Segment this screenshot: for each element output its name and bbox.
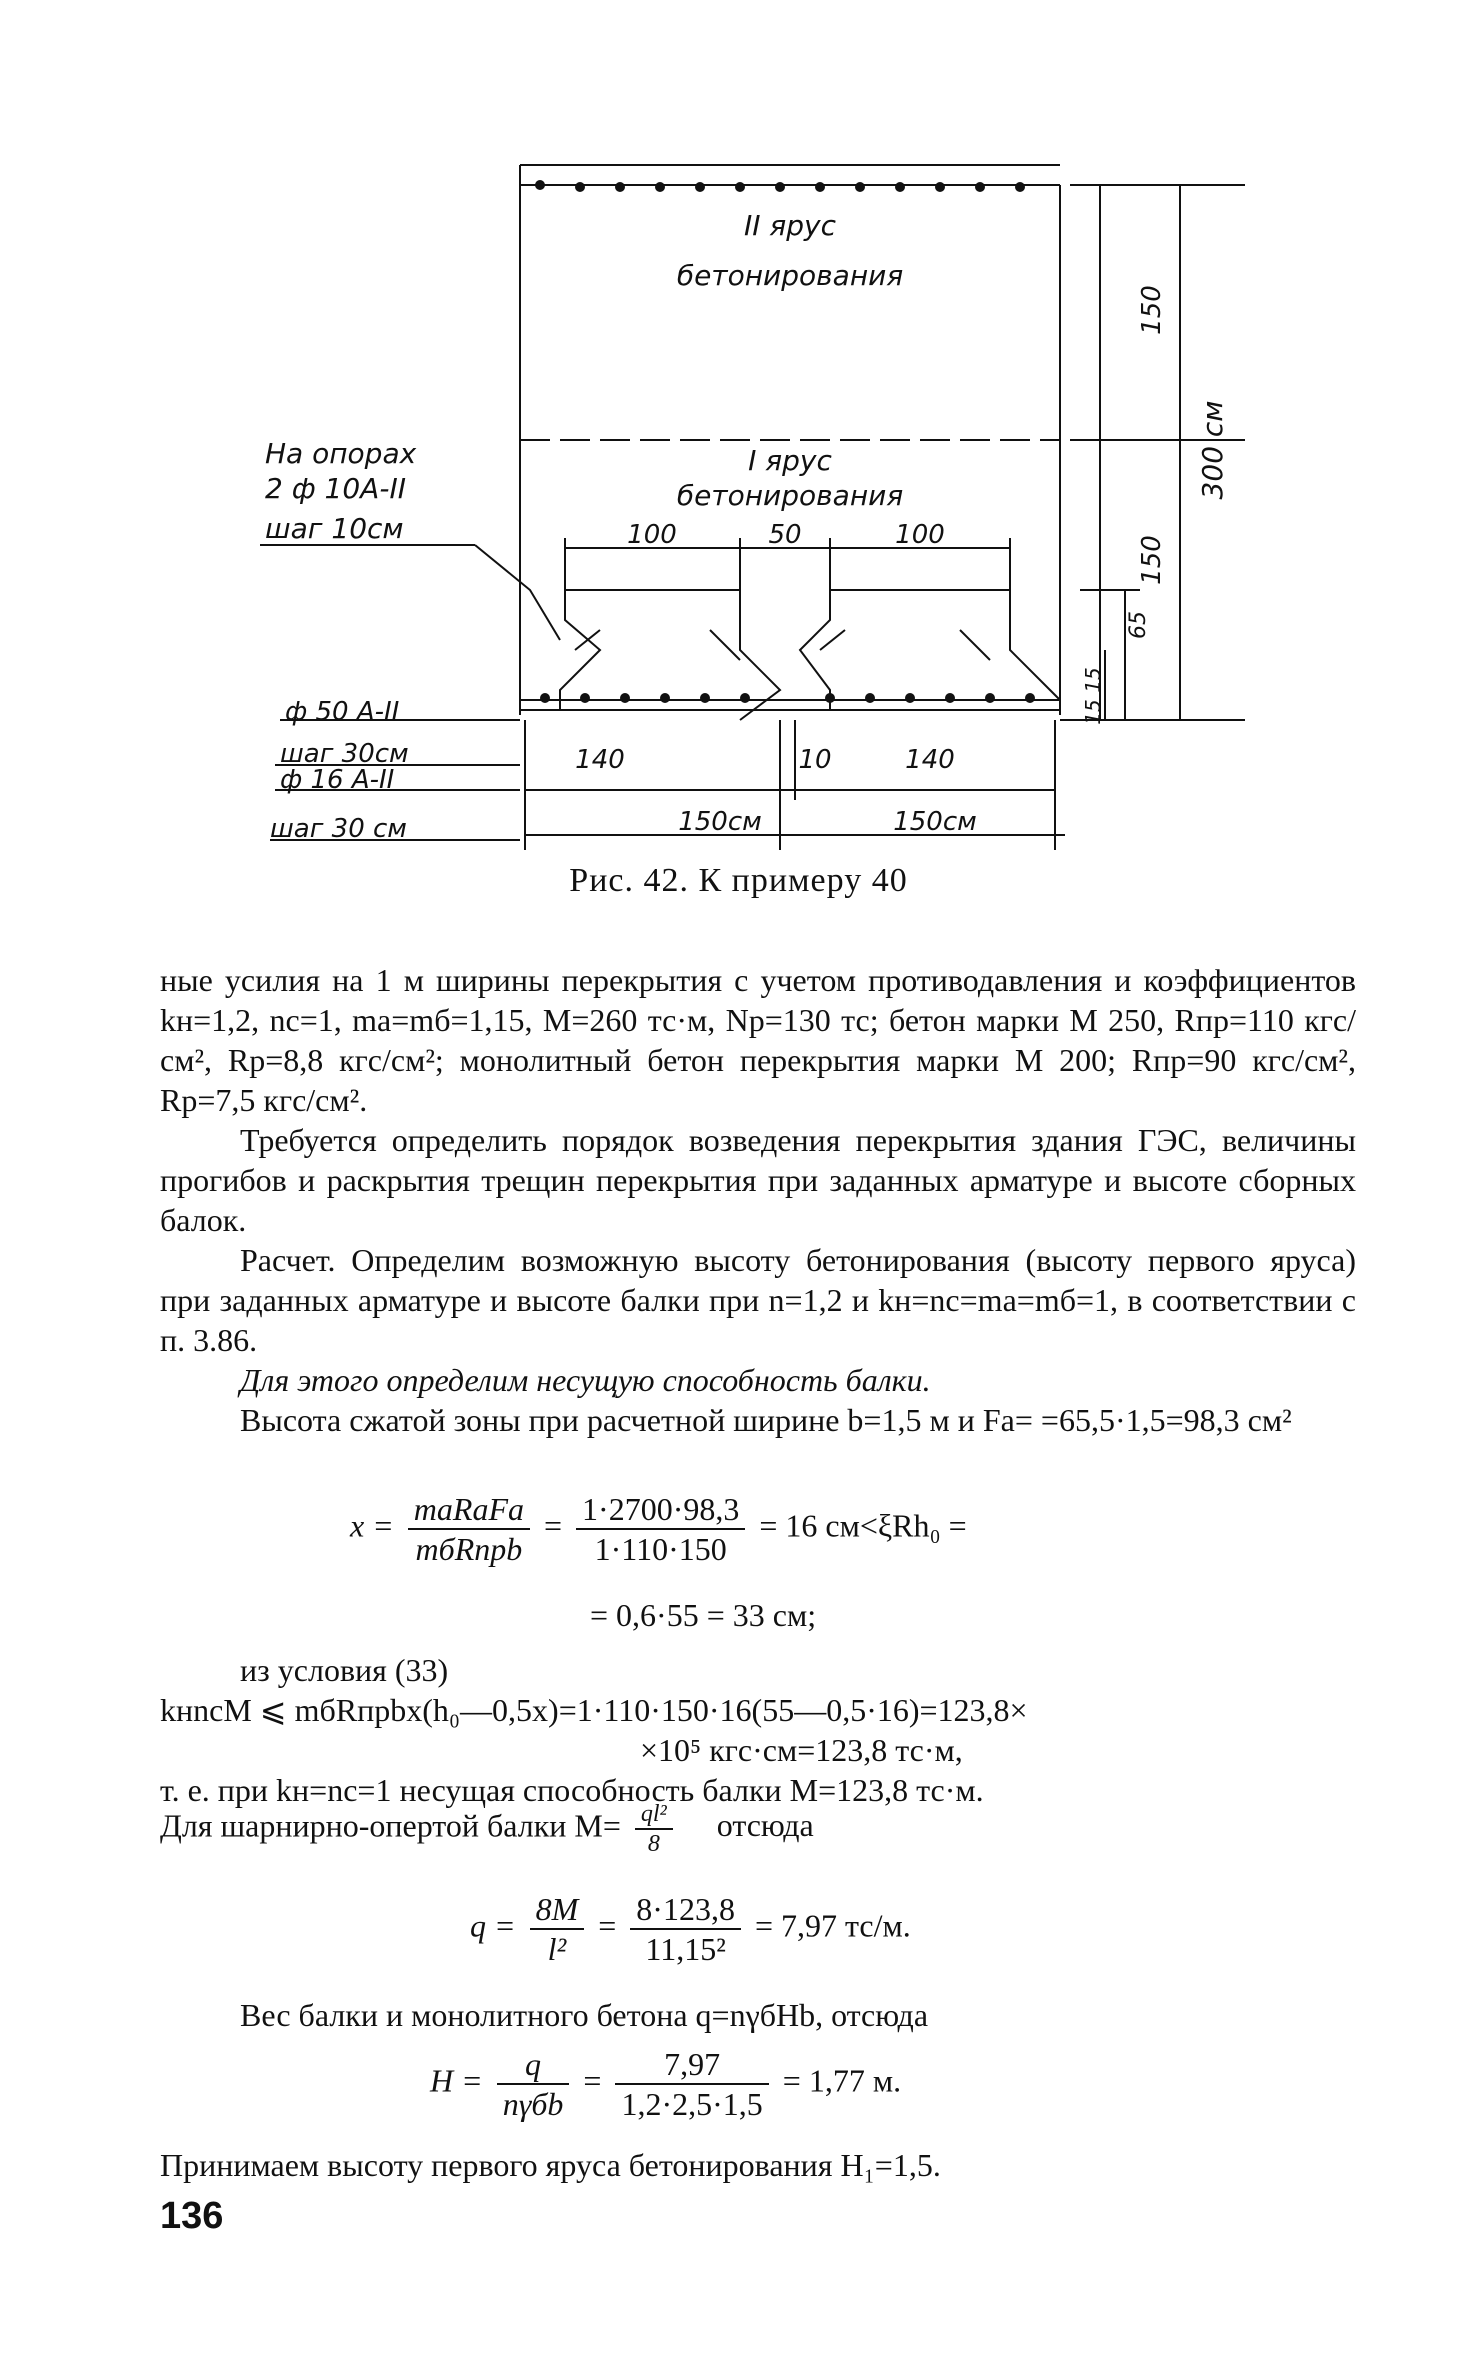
eq3-den-1: nγбb <box>502 2086 564 2122</box>
paragraph-calc: Расчет. Определим возможную высоту бетонирования (высоту первого яруса) при заданных арматуре и высоте балки при n=1,2 и kн=nс=mа=mб=1, в соответствии с п. 3.86. <box>160 1242 1356 1358</box>
eq1-fraction-1 <box>408 1490 530 1568</box>
hinge-text: Для шарнирно-опертой балки M= <box>160 1807 621 1844</box>
dim-15-b: 15 <box>1081 699 1105 725</box>
dim-150-top: 150 <box>1137 285 1167 335</box>
eq2-lhs: q = <box>470 1907 516 1944</box>
bar1-label-2: шаг 30см <box>280 739 409 769</box>
tier2-label-2: бетонирования <box>676 259 904 292</box>
eq3-lhs: H = <box>430 2062 483 2099</box>
equation-q: q = $\frac{8M}{\text{l²}}$ = $\frac{8\cdot 123,8}{\text{11,15²}}$ = 7,97 тс/м. <box>470 1891 911 1967</box>
eq3-num-1: q <box>497 2045 570 2085</box>
dim-100-right: 100 <box>895 520 945 550</box>
eq3-num-2: 7,97 <box>615 2045 768 2085</box>
eq3-rhs: = 1,77 м. <box>782 2062 902 2099</box>
hinge-fraction <box>635 1800 673 1858</box>
eq1-num-1: mаRаFа <box>408 1490 530 1530</box>
beam-right-outline <box>800 590 1060 710</box>
eq2-den-1: l² <box>547 1931 567 1967</box>
eq3-fraction-2 <box>615 2045 768 2123</box>
support-label-1: На опорах <box>265 437 417 470</box>
page-number: 136 <box>160 2195 224 2237</box>
eq1-den-2: 1·110·150 <box>594 1531 727 1567</box>
dim-300: 300 см <box>1196 400 1229 500</box>
dim-50: 50 <box>768 520 802 550</box>
inequality-line-1: kнnсM ⩽ mбRпрbx(h₀—0,5x)=1·110·150·16(55—0,5·16)=123,8× <box>160 1692 1028 1728</box>
eq2-fraction-2 <box>630 1890 741 1968</box>
accept-line: Принимаем высоту первого яруса бетонирования H₁=1,5. <box>160 2147 941 2183</box>
equation-x-line-2: = 0,6·55 = 33 см; <box>590 1597 817 1633</box>
dim-150cm-left: 150см <box>678 807 762 837</box>
figure-42-drawing <box>0 0 1477 960</box>
bar2-label-2: шаг 30 см <box>270 814 407 844</box>
eq2-den-2: 11,15² <box>645 1931 726 1967</box>
eq1-rhs: = 16 см<ξRh₀ = <box>759 1507 967 1544</box>
eq1-num-2: 1·2700·98,3 <box>576 1490 745 1530</box>
eq3-fraction-1 <box>497 2045 570 2123</box>
hinge-suffix: отсюда <box>716 1807 814 1844</box>
bottom-rebar-dots <box>540 693 1035 703</box>
eq1-fraction-2 <box>576 1490 745 1568</box>
eq2-num-1: 8M <box>530 1890 585 1930</box>
support-label-2: 2 ф 10А-II <box>265 472 406 505</box>
equation-x: x = $\frac{\text{mаRаFа}}{\text{mбRпрb}}$ = $\frac{1\cdot 2700\cdot 98,3}{1\cdot 110\cdot 150}$ = 16 см<ξRh₀ = <box>350 1491 967 1567</box>
bar1-label-1: ф 50 А-II <box>285 697 400 727</box>
dim-140-right: 140 <box>905 745 955 775</box>
eq3-den-2: 1,2·2,5·1,5 <box>621 2086 763 2122</box>
hinge-den: 8 <box>647 1831 660 1857</box>
dim-140-left: 140 <box>575 745 625 775</box>
dim-10: 10 <box>798 745 832 775</box>
eq1-den-1: mбRпрb <box>415 1531 523 1567</box>
weight-line: Вес балки и монолитного бетона q=nγбHb, отсюда <box>240 1997 929 2033</box>
eq2-fraction-1 <box>530 1890 585 1968</box>
tier2-label-1: II ярус <box>744 209 836 242</box>
paragraph-task: Требуется определить порядок возведения перекрытия здания ГЭС, величины прогибов и раскрытия трещин перекрытия при заданных арматуре и высоте сборных балок. <box>160 1122 1356 1238</box>
bar2-label-1: ф 16 А-II <box>280 765 395 795</box>
equation-h: H = $\frac{q}{\text{nγбb}}$ = $\frac{7,97}{1,2\cdot 2,5\cdot 1,5}$ = 1,77 м. <box>430 2046 902 2122</box>
dim-100-left: 100 <box>627 520 677 550</box>
eq1-lhs: x = <box>350 1507 394 1544</box>
support-label-3: шаг 10см <box>265 512 404 545</box>
dim-15-a: 15 <box>1081 667 1105 693</box>
inequality-line-2: ×10⁵ кгс·см=123,8 тс·м, <box>640 1732 963 1768</box>
condition-line: из условия (33) <box>240 1652 449 1688</box>
paragraph-zone-height: Высота сжатой зоны при расчетной ширине b=1,5 м и Fа= =65,5·1,5=98,3 см² <box>240 1402 1292 1438</box>
te-line: т. е. при kн=nс=1 несущая способность балки M=123,8 тс·м. <box>160 1772 984 1808</box>
figure-caption: Рис. 42. К примеру 40 <box>569 862 908 899</box>
tier1-label-2: бетонирования <box>676 479 904 512</box>
hinge-num: ql² <box>635 1800 673 1830</box>
dim-150cm-right: 150см <box>893 807 977 837</box>
dim-65: 65 <box>1126 611 1151 639</box>
hinge-line <box>160 1800 814 1858</box>
eq2-rhs: = 7,97 тс/м. <box>754 1907 911 1944</box>
tier1-label-1: I ярус <box>748 444 832 477</box>
eq2-num-2: 8·123,8 <box>630 1890 741 1930</box>
paragraph-capacity: Для этого определим несущую способность балки. <box>240 1362 931 1398</box>
paragraph-loads: ные усилия на 1 м ширины перекрытия с учетом противодавления и коэффициентов kн=1,2, nс=1, mа=mб=1,15, M=260 тс·м, Nр=130 тс; бетон марки М 250, Rпр=110 кгс/см², Rр=8,8 кгс/см²; монолитный бетон перекрытия марки М 200; Rпр=90 кгс/см², Rр=7,5 кгс/см². <box>160 962 1356 1118</box>
dim-150-bottom: 150 <box>1137 535 1167 585</box>
